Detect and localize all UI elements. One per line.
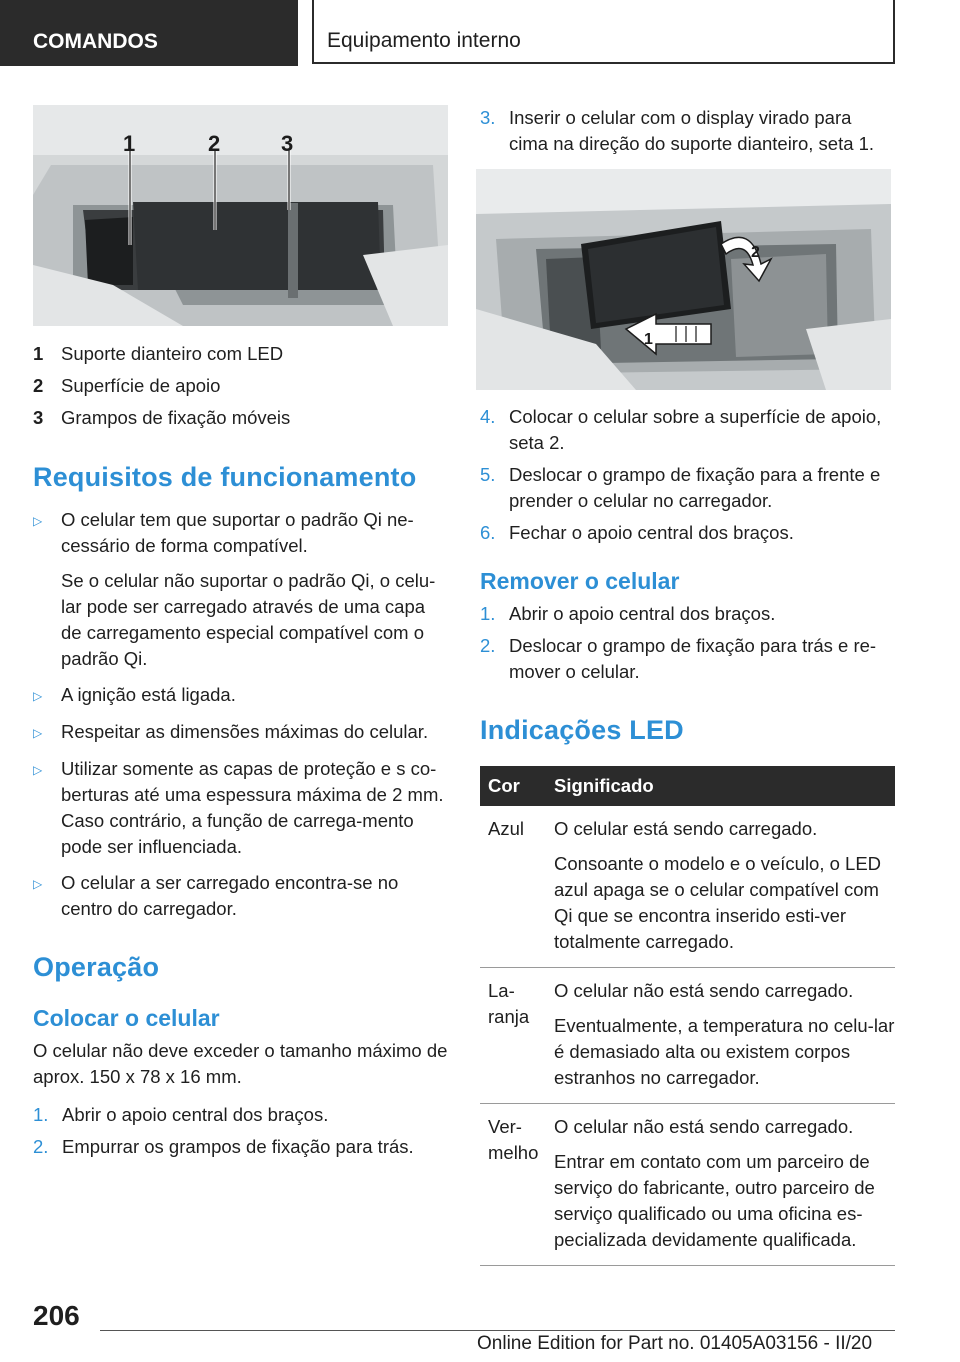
callout-2: 2 <box>208 131 221 156</box>
cell-cor: La-ranja <box>488 980 530 1027</box>
bullet-extra: Se o celular não suportar o padrão Qi, o celu-lar pode ser carregado através de uma capa de carregamento especial compatível com o padrão Qi. <box>61 570 436 669</box>
step-item <box>33 1134 448 1160</box>
list-item <box>33 507 448 672</box>
colocar-heading: Colocar o celular <box>33 1005 220 1031</box>
bullet-text: O celular a ser carregado encontra-se no centro do carregador. <box>61 872 399 919</box>
list-item <box>33 719 448 746</box>
legend-number: 1 <box>33 343 44 364</box>
phone-insert-figure <box>476 169 891 390</box>
charger-figure <box>33 105 448 326</box>
arrow-1-label: 1 <box>644 331 653 348</box>
bullet-triangle-icon: ▷ <box>33 689 43 703</box>
bullet-text: Respeitar as dimensões máximas do celular. <box>61 721 429 742</box>
colocar-steps-right <box>480 404 895 546</box>
legend-item <box>33 338 448 370</box>
colocar-intro: O celular não deve exceder o tamanho máximo de aprox. 150 x 78 x 16 mm. <box>33 1040 448 1087</box>
step-text: Deslocar o grampo de fixação para a frente e prender o celular no carregador. <box>509 464 881 511</box>
bullet-text: O celular tem que suportar o padrão Qi ne-cessário de forma compatível. <box>61 509 414 556</box>
bullet-text: Utilizar somente as capas de proteção e s co-berturas até uma espessura máxima de 2 mm. Caso contrário, a função de carrega-mento pode ser influenciada. <box>61 758 444 857</box>
table-header <box>480 766 895 806</box>
operacao-heading: Operação <box>33 952 160 982</box>
step-text: Fechar o apoio central dos braços. <box>509 522 794 543</box>
remover-heading: Remover o celular <box>480 568 680 594</box>
cell-significado-detail: Consoante o modelo e o veículo, o LED azul apaga se o celular compatível com Qi que se encontra inserido esti-ver totalmente carregado. <box>554 853 882 952</box>
step-number: 4. <box>480 406 496 427</box>
left-column <box>33 105 448 1160</box>
step-text: Abrir o apoio central dos braços. <box>509 603 776 624</box>
table-row <box>480 968 895 1104</box>
cell-cor: Azul <box>488 818 524 839</box>
step-number: 2. <box>480 635 496 656</box>
step-text: Colocar o celular sobre a superfície de apoio, seta 2. <box>509 406 882 453</box>
legend-text: Suporte dianteiro com LED <box>61 343 284 364</box>
step-number: 1. <box>480 603 496 624</box>
step-number: 1. <box>33 1104 49 1125</box>
bullet-text: A ignição está ligada. <box>61 684 236 705</box>
step-text: Empurrar os grampos de fixação para trás. <box>62 1136 414 1157</box>
edition-footer: Online Edition for Part no. 01405A03156 - II/20 <box>477 1333 873 1354</box>
cell-significado-detail: Entrar em contato com um parceiro de serviço do fabricante, outro parceiro de serviço qualificado ou uma oficina es-pecializada devidamente qualificada. <box>554 1151 875 1250</box>
step-text: Inserir o celular com o display virado para cima na direção do suporte dianteiro, seta 1. <box>509 107 875 154</box>
callout-1: 1 <box>123 131 136 156</box>
cell-significado: O celular não está sendo carregado. <box>554 980 854 1001</box>
list-item <box>33 756 448 860</box>
step-number: 6. <box>480 522 496 543</box>
figure-legend <box>33 338 448 434</box>
legend-number: 2 <box>33 375 44 396</box>
step-item <box>480 520 895 546</box>
section-tab: COMANDOS <box>0 0 298 66</box>
cell-cor: Ver-melho <box>488 1116 539 1163</box>
step-number: 5. <box>480 464 496 485</box>
led-table <box>480 766 895 1266</box>
column-header-cor: Cor <box>488 775 520 796</box>
cell-significado-detail: Eventualmente, a temperatura no celu-lar é demasiado alta ou existem corpos estranhos no carregador. <box>554 1015 895 1088</box>
bullet-triangle-icon: ▷ <box>33 514 43 528</box>
step-item <box>480 462 895 514</box>
table-row <box>480 1104 895 1266</box>
table-row <box>480 806 895 968</box>
footer-divider <box>100 1330 895 1331</box>
led-heading: Indicações LED <box>480 715 684 745</box>
step-item <box>33 1102 448 1128</box>
arrow-2-label: 2 <box>751 244 760 261</box>
page-number: 206 <box>33 1300 80 1331</box>
step-text: Deslocar o grampo de fixação para trás e re-mover o celular. <box>509 635 877 682</box>
bullet-triangle-icon: ▷ <box>33 726 43 740</box>
step-item <box>480 404 895 456</box>
column-header-significado: Significado <box>554 775 654 796</box>
right-column <box>480 105 895 1266</box>
cell-significado: O celular está sendo carregado. <box>554 818 818 839</box>
legend-text: Superfície de apoio <box>61 375 221 396</box>
step-item <box>480 601 895 627</box>
requisitos-heading: Requisitos de funcionamento <box>33 462 417 492</box>
callout-3: 3 <box>281 131 294 156</box>
legend-text: Grampos de fixação móveis <box>61 407 291 428</box>
list-item <box>33 870 448 922</box>
cell-significado: O celular não está sendo carregado. <box>554 1116 854 1137</box>
legend-item <box>33 402 448 434</box>
chapter-title: Equipamento interno <box>312 0 895 64</box>
step-item <box>480 633 895 685</box>
page-header <box>0 0 960 66</box>
step-number: 3. <box>480 107 496 128</box>
step-item <box>480 105 895 157</box>
bullet-triangle-icon: ▷ <box>33 877 43 891</box>
list-item <box>33 682 448 709</box>
colocar-steps-left <box>33 1102 448 1160</box>
remover-steps <box>480 601 895 685</box>
step-number: 2. <box>33 1136 49 1157</box>
legend-item <box>33 370 448 402</box>
legend-number: 3 <box>33 407 44 428</box>
requisitos-list <box>33 507 448 922</box>
bullet-triangle-icon: ▷ <box>33 763 43 777</box>
step-text: Abrir o apoio central dos braços. <box>62 1104 329 1125</box>
